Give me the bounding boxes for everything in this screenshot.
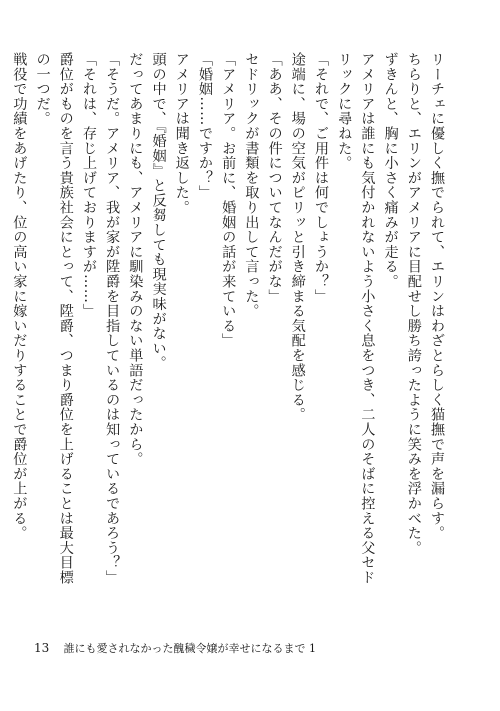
text-line: 爵位がものを言う貴族社会にとって、陞爵、つまり爵位を上げることは最大目標の一つだ。 — [34, 52, 74, 585]
text-line: 戦役で功績をあげたり、位の高い家に嫁いだりすることで爵位が上がる。 — [11, 52, 28, 541]
book-title: 誰にも愛されなかった醜穢令嬢が幸せになるまで 1 — [63, 642, 316, 655]
text-line: アメリアは聞き返した。 — [173, 52, 190, 215]
text-line: 「ああ、その件についてなんだがな」 — [266, 52, 283, 304]
body-text — [11, 52, 448, 597]
text-line: 「婚姻……ですか？」 — [196, 52, 213, 200]
text-line: 「そうだ。アメリア、我が家が陞爵を目指しているのは知っているであろう？」 — [104, 52, 121, 585]
text-line: 「それは、存じ上げておりますが……」 — [80, 52, 97, 319]
page-footer — [34, 640, 316, 656]
text-line: 頭の中で、『婚姻』と反芻しても現実味がない。 — [150, 52, 167, 371]
text-line: ずきんと、胸に小さく痛みが走る。 — [382, 52, 399, 289]
text-line: セドリックが書類を取り出して言った。 — [243, 52, 260, 319]
text-line: ちらりと、エリンがアメリアに目配せし勝ち誇ったように笑みを浮かべた。 — [405, 52, 422, 556]
text-line: 途端に、場の空気がピリッと引き締まる気配を感じる。 — [289, 52, 306, 422]
text-line: アメリアは誰にも気付かれないよう小さく息をつき、二人のそばに控える父セドリックに尋ねた。 — [336, 52, 376, 585]
text-line: だってあまりにも、アメリアに馴染みのない単語だったから。 — [127, 52, 144, 467]
text-line: リーチェに優しく撫でられて、エリンはわざとらしく猫撫で声を漏らす。 — [429, 52, 445, 541]
page-number: 13 — [34, 641, 50, 655]
text-line: 「アメリア。お前に、婚姻の話が来ている」 — [220, 52, 237, 348]
text-line: 「それで、ご用件は何でしょうか？」 — [312, 52, 329, 304]
